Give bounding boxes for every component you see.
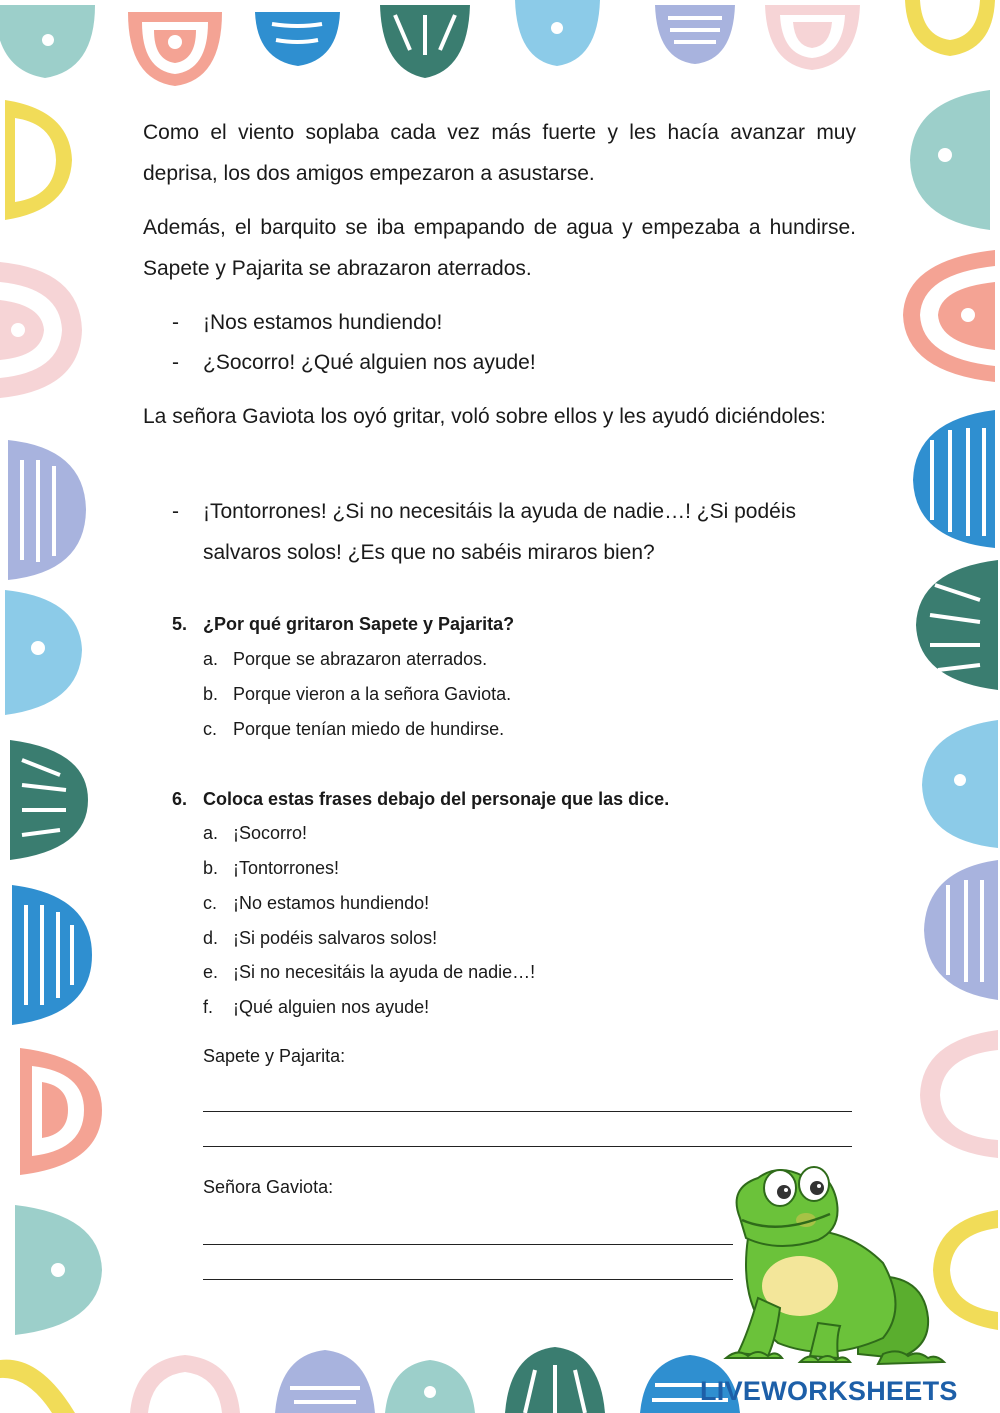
- shape-bottom-2: [130, 1355, 240, 1413]
- shape-right-5: [922, 720, 998, 848]
- shape-top-4: [380, 5, 470, 78]
- answer-line-sapete-1[interactable]: [203, 1111, 852, 1112]
- question-6-number: 6.: [172, 789, 188, 809]
- shape-right-6: [924, 860, 998, 1000]
- shape-left-7: [20, 1048, 102, 1175]
- option-text: ¡No estamos hundiendo!: [233, 893, 430, 913]
- option-letter: d.: [203, 928, 219, 948]
- shape-top-6: [655, 5, 735, 64]
- shape-top-8: [905, 0, 995, 56]
- shape-top-1: [0, 5, 95, 78]
- shape-left-3: [8, 440, 86, 580]
- shape-right-1: [910, 90, 990, 230]
- shape-left-4: [5, 590, 82, 715]
- dialogue-line-3: ¡Tontorrones! ¿Si no necesitáis la ayuda de nadie…! ¿Si podéis salvaros solos! ¿Es que no sabéis miraros bien?: [203, 500, 796, 564]
- liveworksheets-logo[interactable]: LIVEWORKSHEETS: [700, 1376, 958, 1406]
- option-text: ¡Socorro!: [233, 823, 308, 843]
- frog-illustration: [718, 1158, 948, 1373]
- shape-top-2: [128, 12, 222, 86]
- shape-bottom-3: [275, 1350, 375, 1413]
- option-text: Porque se abrazaron aterrados.: [233, 649, 488, 669]
- answer-line-gaviota-1[interactable]: [203, 1244, 733, 1245]
- answer-line-gaviota-2[interactable]: [203, 1279, 733, 1280]
- sapete-pajarita-label: Sapete y Pajarita:: [203, 1046, 346, 1066]
- story-paragraph-2: Además, el barquito se iba empapando de agua y empezaba a hundirse. Sapete y Pajarita se abrazaron aterrados.: [143, 216, 856, 280]
- dialogue-dash: -: [172, 311, 179, 334]
- option-letter: a.: [203, 823, 219, 843]
- option-text: ¡Tontorrones!: [233, 858, 340, 878]
- option-letter: a.: [203, 649, 219, 669]
- shape-left-2: [0, 262, 82, 398]
- option-text: Porque vieron a la señora Gaviota.: [233, 684, 512, 704]
- option-letter: f.: [203, 997, 214, 1017]
- option-text: ¡Qué alguien nos ayude!: [233, 997, 430, 1017]
- shape-right-4: [916, 560, 998, 690]
- shape-top-5: [515, 0, 600, 66]
- option-text: ¡Si podéis salvaros solos!: [233, 928, 438, 948]
- shape-left-5: [10, 740, 88, 860]
- question-5-number: 5.: [172, 614, 188, 634]
- shape-right-7: [920, 1030, 998, 1158]
- option-letter: c.: [203, 719, 218, 739]
- dialogue-line-2: ¿Socorro! ¿Qué alguien nos ayude!: [203, 351, 536, 374]
- question-5-text: ¿Por qué gritaron Sapete y Pajarita?: [203, 614, 515, 634]
- option-text: ¡Si no necesitáis la ayuda de nadie…!: [233, 962, 536, 982]
- shape-right-2: [903, 250, 995, 382]
- story-paragraph-3: La señora Gaviota los oyó gritar, voló sobre ellos y les ayudó diciéndoles:: [143, 405, 826, 428]
- shape-left-6: [12, 885, 92, 1025]
- option-letter: e.: [203, 962, 219, 982]
- shape-bottom-4: [385, 1360, 475, 1413]
- dialogue-line-1: ¡Nos estamos hundiendo!: [203, 311, 443, 334]
- shape-top-3: [255, 12, 340, 66]
- option-text: Porque tenían miedo de hundirse.: [233, 719, 505, 739]
- dialogue-dash: -: [172, 351, 179, 374]
- gaviota-label: Señora Gaviota:: [203, 1177, 334, 1197]
- story-paragraph-1: Como el viento soplaba cada vez más fuerte y les hacía avanzar muy deprisa, los dos amigos empezaron a asustarse.: [143, 121, 856, 185]
- shape-right-3: [913, 410, 995, 548]
- shape-top-7: [765, 5, 860, 70]
- option-letter: b.: [203, 684, 219, 704]
- question-6-text: Coloca estas frases debajo del personaje que las dice.: [203, 789, 670, 809]
- shape-left-1: [5, 100, 72, 220]
- answer-line-sapete-2[interactable]: [203, 1146, 852, 1147]
- dialogue-dash: -: [172, 500, 179, 523]
- shape-left-8: [15, 1205, 102, 1335]
- shape-bottom-5: [505, 1347, 605, 1413]
- option-letter: c.: [203, 893, 218, 913]
- shape-bottom-1: [0, 1360, 75, 1413]
- option-letter: b.: [203, 858, 219, 878]
